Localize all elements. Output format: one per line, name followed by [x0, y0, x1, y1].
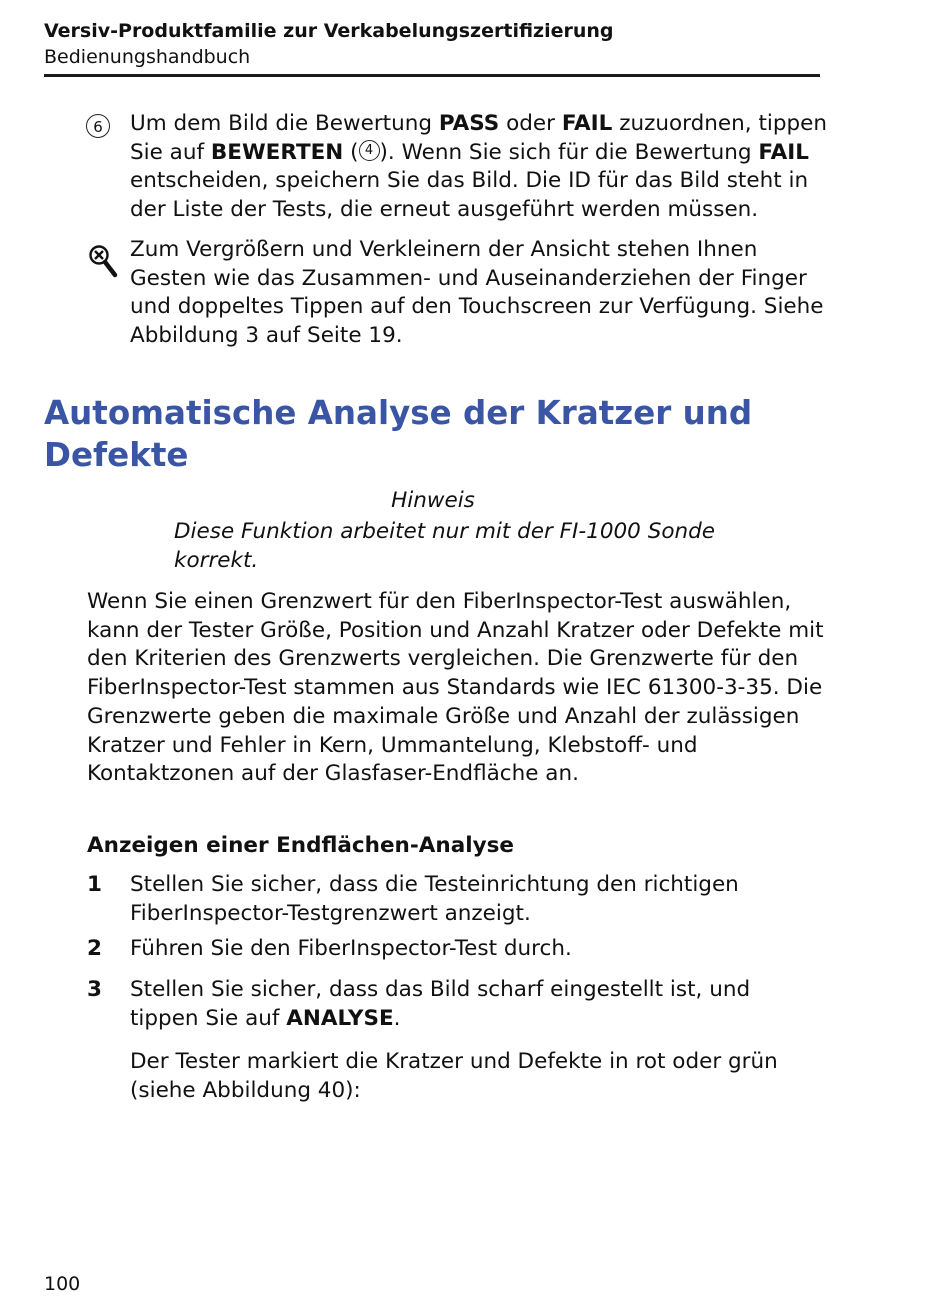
step-text-part: .: [393, 1005, 401, 1031]
pass-keyword: PASS: [438, 111, 500, 136]
magnifier-icon: [88, 244, 118, 278]
fail-keyword: FAIL: [561, 111, 613, 136]
step-6-text: [130, 110, 830, 225]
intro-paragraph: Wenn Sie einen Grenzwert für den FiberInspector-Test auswählen, kann der Tester Größe, Position und Anzahl Kratzer oder Defekte mit den Kriterien des Grenzwerts vergleichen. Die Grenzwerte für den FiberInspector-Test stammen aus Standards wie IEC 61300-3-35. Die Grenzwerte geben die maximale Größe und Anzahl der zulässigen Kratzer und Fehler in Kern, Ummantelung, Klebstoff- und Kontaktzonen auf der Glasfaser-Endfläche an.: [87, 589, 824, 787]
callout-4-marker: 4: [359, 140, 380, 161]
running-header: [44, 18, 820, 77]
page-number: 100: [44, 1273, 81, 1295]
step-6-text-part: (: [343, 139, 359, 165]
note-text: Diese Funktion arbeitet nur mit der FI-1000 Sonde korrekt.: [174, 519, 715, 573]
step-6-marker: 6: [86, 114, 110, 138]
step-text: Führen Sie den FiberInspector-Test durch.: [130, 936, 572, 961]
step-6-text-part: oder: [499, 111, 562, 136]
step-number: 2: [87, 936, 102, 961]
step-text-part: Stellen Sie sicher, dass das Bild scharf eingestellt ist, und tippen Sie auf: [130, 977, 751, 1031]
step-6-text-part: Um dem Bild die Bewertung: [130, 111, 439, 136]
step-6-text-part: entscheiden, speichern Sie das Bild. Die ID für das Bild steht in der Liste der Tests, die erneut ausgeführt werden müssen.: [130, 168, 809, 223]
step-6-text-part: zuzuordnen, tippen Sie auf: [130, 111, 827, 165]
header-subtitle: Bedienungshandbuch: [44, 46, 251, 68]
procedure-heading: Anzeigen einer Endflächen-Analyse: [87, 833, 515, 858]
step-text: [130, 976, 820, 1033]
fail-keyword: FAIL: [758, 139, 809, 165]
bewerten-keyword: BEWERTEN: [210, 139, 344, 165]
step-text: Stellen Sie sicher, dass die Testeinrichtung den richtigen FiberInspector-Testgrenzwert anzeigt.: [130, 872, 739, 926]
note-label: Hinweis: [391, 488, 475, 513]
step-6-text-part: ). Wenn Sie sich für die Bewertung: [379, 139, 759, 165]
step-number: 1: [87, 872, 102, 897]
section-heading: Automatische Analyse der Kratzer und Defekte: [44, 394, 753, 474]
step-result-text: Der Tester markiert die Kratzer und Defekte in rot oder grün (siehe Abbildung 40):: [130, 1049, 778, 1103]
tip-text: Zum Vergrößern und Verkleinern der Ansicht stehen Ihnen Gesten wie das Zusammen- und Auseinanderziehen der Finger und doppeltes Tippen auf den Touchscreen zur Verfügung. Siehe Abbildung 3 auf Seite 19.: [130, 237, 824, 349]
analyse-keyword: ANALYSE: [286, 1005, 394, 1031]
header-title: Versiv-Produktfamilie zur Verkabelungszertifizierung: [44, 20, 614, 42]
step-number: 3: [87, 977, 102, 1002]
